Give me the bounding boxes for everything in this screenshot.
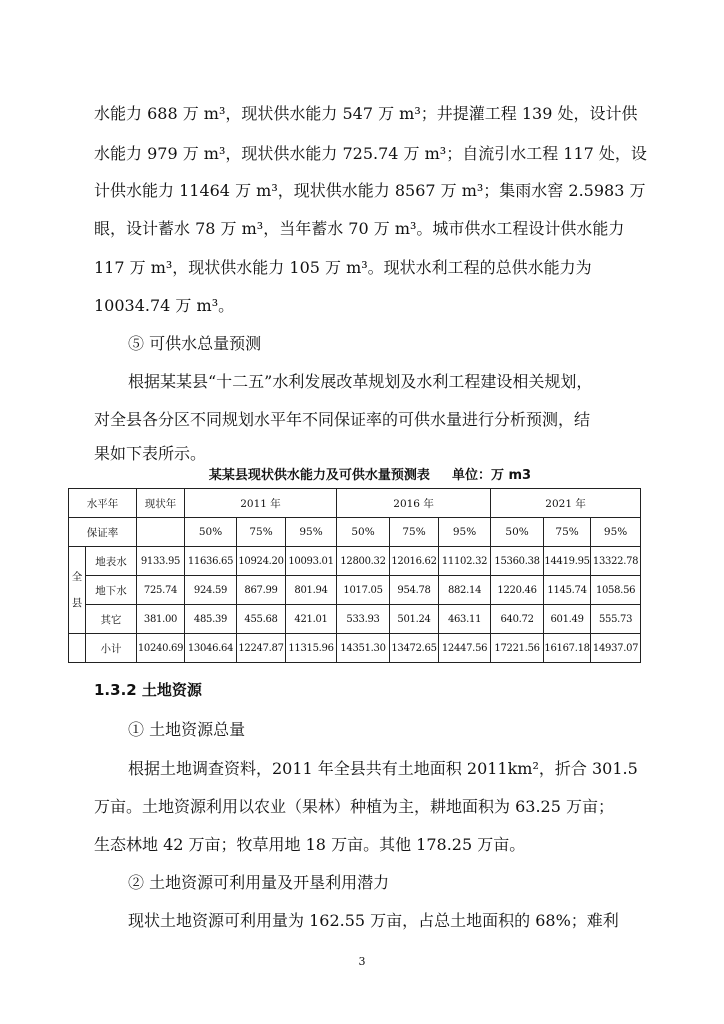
table-header-row (69, 489, 641, 518)
body-text-line: 生态林地 42 万亩；牧草用地 18 万亩。其他 178.25 万亩。 (94, 835, 526, 854)
rate-cell: 50% (185, 518, 237, 547)
table-unit: 单位：万 m3 (451, 468, 532, 483)
table-cell: 13046.64 (185, 634, 237, 663)
table-cell: 1058.56 (591, 576, 641, 605)
page-number: 3 (358, 955, 366, 968)
table-cell: 12247.87 (237, 634, 286, 663)
rate-cell: 75% (544, 518, 591, 547)
table-cell (69, 634, 86, 663)
table-cell: 1145.74 (544, 576, 591, 605)
header-rate-label: 保证率 (69, 518, 137, 547)
table-cell: 555.73 (591, 605, 641, 634)
header-current: 现状年 (137, 489, 185, 518)
row-label: 地表水 (86, 547, 137, 576)
table-cell: 421.01 (286, 605, 337, 634)
rate-cell: 75% (237, 518, 286, 547)
table-caption (160, 464, 580, 483)
table-cell (137, 518, 185, 547)
table-cell: 455.68 (237, 605, 286, 634)
row-label: 其它 (86, 605, 137, 634)
region-label-char: 县 (71, 597, 83, 609)
table-cell: 13472.65 (390, 634, 439, 663)
table-cell: 12800.32 (337, 547, 390, 576)
table-cell: 10240.69 (137, 634, 185, 663)
section-5-title: ⑤ 可供水总量预测 (128, 334, 262, 353)
table-cell: 381.00 (137, 605, 185, 634)
rate-cell: 50% (337, 518, 390, 547)
table-row-subtotal (69, 634, 641, 663)
body-text-line: 万亩。土地资源利用以农业（果林）种植为主，耕地面积为 63.25 万亩； (94, 797, 614, 816)
rate-cell: 95% (286, 518, 337, 547)
body-text-line: 10034.74 万 m³。 (94, 296, 235, 315)
header-year: 2011 年 (185, 489, 337, 518)
table-cell: 924.59 (185, 576, 237, 605)
rate-cell: 75% (390, 518, 439, 547)
table-cell: 13322.78 (591, 547, 641, 576)
table-cell: 11636.65 (185, 547, 237, 576)
table-cell: 12016.62 (390, 547, 439, 576)
body-text-line: 现状土地资源可利用量为 162.55 万亩，占总土地面积的 68%；难利 (128, 911, 619, 930)
water-supply-table (68, 488, 641, 663)
rate-cell: 95% (439, 518, 491, 547)
table-cell: 725.74 (137, 576, 185, 605)
table-cell: 1220.46 (491, 576, 544, 605)
table-cell: 882.14 (439, 576, 491, 605)
table-row (69, 547, 641, 576)
table-cell: 11102.32 (439, 547, 491, 576)
table-cell: 9133.95 (137, 547, 185, 576)
body-text-line: 水能力 979 万 m³，现状供水能力 725.74 万 m³；自流引水工程 117 处，设 (94, 144, 647, 163)
table-cell: 485.39 (185, 605, 237, 634)
table-cell: 10924.20 (237, 547, 286, 576)
table-row (69, 605, 641, 634)
table-cell: 14937.07 (591, 634, 641, 663)
table-cell: 801.94 (286, 576, 337, 605)
table-cell: 501.24 (390, 605, 439, 634)
table-cell: 12447.56 (439, 634, 491, 663)
body-text-line: 果如下表所示。 (94, 444, 207, 463)
table-cell: 640.72 (491, 605, 544, 634)
rate-cell: 95% (591, 518, 641, 547)
body-text-line: 眼，设计蓄水 78 万 m³，当年蓄水 70 万 m³。城市供水工程设计供水能力 (94, 219, 625, 238)
table-cell: 14351.30 (337, 634, 390, 663)
body-text-line: 水能力 688 万 m³，现状供水能力 547 万 m³；井提灌工程 139 处，设计供 (94, 104, 638, 123)
header-year-label: 水平年 (69, 489, 137, 518)
table-row (69, 576, 641, 605)
body-text-line: 根据某某县“十二五”水利发展改革规划及水利工程建设相关规划， (128, 372, 593, 391)
table-cell: 16167.18 (544, 634, 591, 663)
row-label: 地下水 (86, 576, 137, 605)
table-cell: 11315.96 (286, 634, 337, 663)
table-cell: 10093.01 (286, 547, 337, 576)
table-cell: 463.11 (439, 605, 491, 634)
table-cell: 1017.05 (337, 576, 390, 605)
region-label-char: 全 (71, 571, 83, 583)
body-text-line: 117 万 m³，现状供水能力 105 万 m³。现状水利工程的总供水能力为 (94, 258, 592, 277)
body-text-line: 根据土地调查资料，2011 年全县共有土地面积 2011km²，折合 301.5 (128, 759, 638, 778)
table-cell: 954.78 (390, 576, 439, 605)
table-cell: 17221.56 (491, 634, 544, 663)
rate-cell: 50% (491, 518, 544, 547)
table-cell: 15360.38 (491, 547, 544, 576)
header-year: 2021 年 (491, 489, 641, 518)
body-text-line: 计供水能力 11464 万 m³，现状供水能力 8567 万 m³；集雨水窖 2.5983 万 (94, 181, 646, 200)
table-cell: 601.49 (544, 605, 591, 634)
table-rate-row (69, 518, 641, 547)
subsection-title: ② 土地资源可利用量及开垦利用潜力 (128, 873, 390, 892)
table-cell: 14419.95 (544, 547, 591, 576)
section-heading: 1.3.2 土地资源 (94, 681, 202, 699)
table-cell: 533.93 (337, 605, 390, 634)
row-label: 小计 (86, 634, 137, 663)
table-title: 某某县现状供水能力及可供水量预测表 (208, 468, 430, 483)
table-cell: 867.99 (237, 576, 286, 605)
header-year: 2016 年 (337, 489, 491, 518)
subsection-title: ① 土地资源总量 (128, 720, 246, 739)
region-label (69, 547, 86, 634)
body-text-line: 对全县各分区不同规划水平年不同保证率的可供水量进行分析预测，结 (94, 410, 591, 429)
